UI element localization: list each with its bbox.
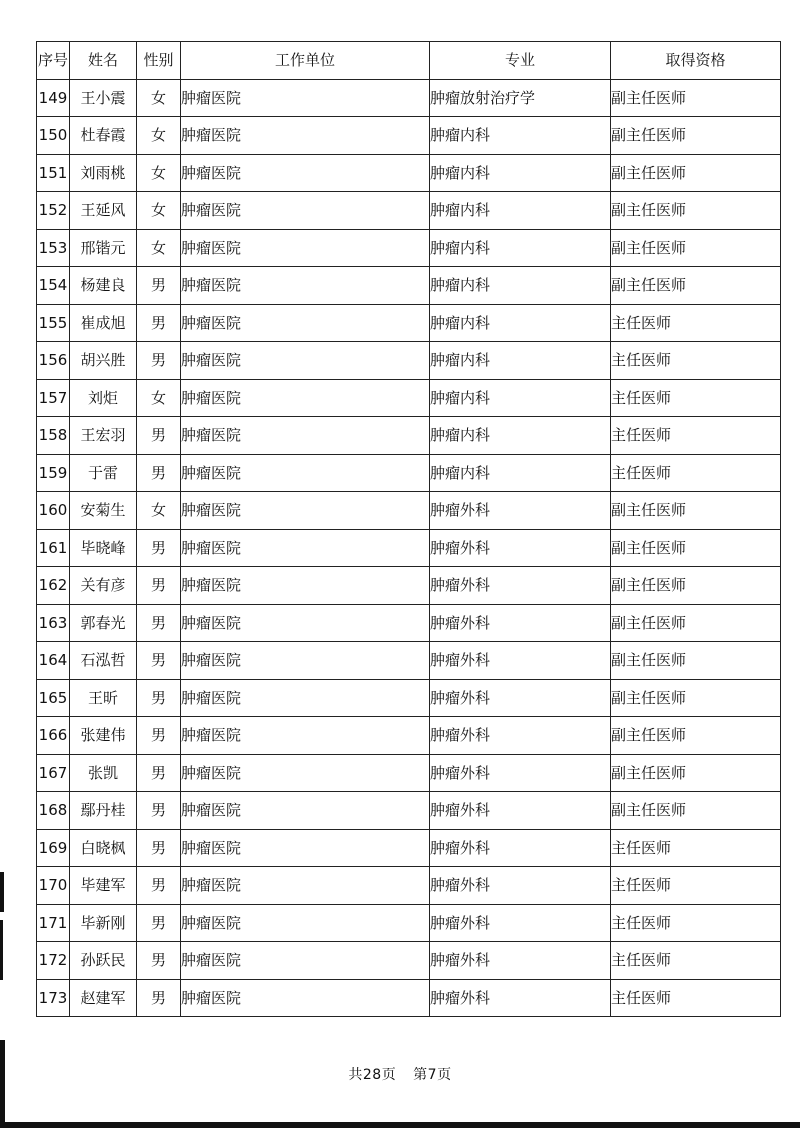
- specialty-cell: 肿瘤外科: [430, 979, 611, 1017]
- table-row: [37, 867, 781, 905]
- specialty-cell: 肿瘤外科: [430, 679, 611, 717]
- serial-number-cell: 153: [37, 229, 70, 267]
- qualification-cell: 副主任医师: [611, 492, 781, 530]
- name-cell: 邢锴元: [70, 229, 137, 267]
- name-cell: 张凯: [70, 754, 137, 792]
- table-row: [37, 117, 781, 155]
- work-unit-cell: 肿瘤医院: [181, 192, 430, 230]
- specialty-cell: 肿瘤内科: [430, 229, 611, 267]
- qualification-cell: 主任医师: [611, 829, 781, 867]
- serial-number-cell: 167: [37, 754, 70, 792]
- specialty-cell: 肿瘤内科: [430, 267, 611, 305]
- serial-number-cell: 173: [37, 979, 70, 1017]
- serial-number-cell: 159: [37, 454, 70, 492]
- sex-cell: 男: [137, 829, 181, 867]
- sex-cell: 男: [137, 904, 181, 942]
- work-unit-cell: 肿瘤医院: [181, 342, 430, 380]
- table-row: [37, 229, 781, 267]
- current-page: 第7页: [413, 1067, 452, 1083]
- work-unit-cell: 肿瘤医院: [181, 267, 430, 305]
- sex-cell: 男: [137, 642, 181, 680]
- qualification-cell: 副主任医师: [611, 229, 781, 267]
- serial-number-cell: 163: [37, 604, 70, 642]
- qualification-cell: 主任医师: [611, 304, 781, 342]
- work-unit-cell: 肿瘤医院: [181, 604, 430, 642]
- specialty-cell: 肿瘤内科: [430, 117, 611, 155]
- specialty-cell: 肿瘤外科: [430, 529, 611, 567]
- serial-number-cell: 157: [37, 379, 70, 417]
- scan-edge-mark: [0, 872, 4, 912]
- work-unit-cell: 肿瘤医院: [181, 417, 430, 455]
- header-name: 姓名: [70, 42, 137, 80]
- qualification-cell: 主任医师: [611, 454, 781, 492]
- serial-number-cell: 168: [37, 792, 70, 830]
- sex-cell: 男: [137, 867, 181, 905]
- work-unit-cell: 肿瘤医院: [181, 754, 430, 792]
- work-unit-cell: 肿瘤医院: [181, 79, 430, 117]
- serial-number-cell: 172: [37, 942, 70, 980]
- qualification-cell: 副主任医师: [611, 529, 781, 567]
- serial-number-cell: 169: [37, 829, 70, 867]
- serial-number-cell: 150: [37, 117, 70, 155]
- sex-cell: 女: [137, 117, 181, 155]
- table-row: [37, 529, 781, 567]
- scan-bottom-edge: [0, 1122, 800, 1128]
- sex-cell: 女: [137, 154, 181, 192]
- serial-number-cell: 149: [37, 79, 70, 117]
- work-unit-cell: 肿瘤医院: [181, 867, 430, 905]
- name-cell: 王昕: [70, 679, 137, 717]
- serial-number-cell: 158: [37, 417, 70, 455]
- specialty-cell: 肿瘤外科: [430, 867, 611, 905]
- specialty-cell: 肿瘤内科: [430, 304, 611, 342]
- work-unit-cell: 肿瘤医院: [181, 154, 430, 192]
- sex-cell: 男: [137, 417, 181, 455]
- name-cell: 于雷: [70, 454, 137, 492]
- table-row: [37, 192, 781, 230]
- work-unit-cell: 肿瘤医院: [181, 792, 430, 830]
- specialty-cell: 肿瘤外科: [430, 942, 611, 980]
- sex-cell: 男: [137, 942, 181, 980]
- sex-cell: 女: [137, 379, 181, 417]
- table-row: [37, 567, 781, 605]
- sex-cell: 男: [137, 267, 181, 305]
- name-cell: 王宏羽: [70, 417, 137, 455]
- table-row: [37, 754, 781, 792]
- qualification-cell: 副主任医师: [611, 717, 781, 755]
- table-row: [37, 492, 781, 530]
- sex-cell: 男: [137, 979, 181, 1017]
- qualification-cell: 副主任医师: [611, 154, 781, 192]
- table-row: [37, 679, 781, 717]
- qualification-cell: 主任医师: [611, 342, 781, 380]
- specialty-cell: 肿瘤外科: [430, 829, 611, 867]
- qualification-cell: 副主任医师: [611, 792, 781, 830]
- table-row: [37, 342, 781, 380]
- sex-cell: 女: [137, 192, 181, 230]
- table-row: [37, 267, 781, 305]
- page-footer: [0, 1064, 800, 1084]
- specialty-cell: 肿瘤放射治疗学: [430, 79, 611, 117]
- work-unit-cell: 肿瘤医院: [181, 679, 430, 717]
- roster-table: [36, 41, 781, 1017]
- serial-number-cell: 165: [37, 679, 70, 717]
- specialty-cell: 肿瘤外科: [430, 792, 611, 830]
- specialty-cell: 肿瘤内科: [430, 417, 611, 455]
- total-pages: 共28页: [348, 1067, 397, 1083]
- work-unit-cell: 肿瘤医院: [181, 117, 430, 155]
- specialty-cell: 肿瘤外科: [430, 717, 611, 755]
- name-cell: 赵建军: [70, 979, 137, 1017]
- work-unit-cell: 肿瘤医院: [181, 942, 430, 980]
- qualification-cell: 副主任医师: [611, 117, 781, 155]
- serial-number-cell: 154: [37, 267, 70, 305]
- work-unit-cell: 肿瘤医院: [181, 829, 430, 867]
- specialty-cell: 肿瘤外科: [430, 567, 611, 605]
- sex-cell: 男: [137, 717, 181, 755]
- name-cell: 关有彦: [70, 567, 137, 605]
- table-row: [37, 454, 781, 492]
- qualification-cell: 副主任医师: [611, 267, 781, 305]
- table-row: [37, 154, 781, 192]
- table-row: [37, 642, 781, 680]
- specialty-cell: 肿瘤外科: [430, 604, 611, 642]
- qualification-cell: 主任医师: [611, 942, 781, 980]
- serial-number-cell: 152: [37, 192, 70, 230]
- work-unit-cell: 肿瘤医院: [181, 454, 430, 492]
- serial-number-cell: 161: [37, 529, 70, 567]
- qualification-cell: 副主任医师: [611, 567, 781, 605]
- table-header-row: [37, 42, 781, 80]
- work-unit-cell: 肿瘤医院: [181, 567, 430, 605]
- specialty-cell: 肿瘤外科: [430, 642, 611, 680]
- serial-number-cell: 164: [37, 642, 70, 680]
- qualification-cell: 副主任医师: [611, 679, 781, 717]
- name-cell: 杨建良: [70, 267, 137, 305]
- name-cell: 胡兴胜: [70, 342, 137, 380]
- name-cell: 郭春光: [70, 604, 137, 642]
- specialty-cell: 肿瘤内科: [430, 154, 611, 192]
- qualification-cell: 副主任医师: [611, 79, 781, 117]
- name-cell: 鄢丹桂: [70, 792, 137, 830]
- qualification-cell: 主任医师: [611, 867, 781, 905]
- specialty-cell: 肿瘤内科: [430, 454, 611, 492]
- sex-cell: 男: [137, 529, 181, 567]
- name-cell: 毕建军: [70, 867, 137, 905]
- sex-cell: 男: [137, 679, 181, 717]
- qualification-cell: 主任医师: [611, 379, 781, 417]
- specialty-cell: 肿瘤外科: [430, 904, 611, 942]
- table-row: [37, 942, 781, 980]
- name-cell: 毕新刚: [70, 904, 137, 942]
- name-cell: 毕晓峰: [70, 529, 137, 567]
- sex-cell: 男: [137, 604, 181, 642]
- qualification-cell: 主任医师: [611, 904, 781, 942]
- name-cell: 杜春霞: [70, 117, 137, 155]
- header-sex: 性别: [137, 42, 181, 80]
- sex-cell: 男: [137, 304, 181, 342]
- qualification-cell: 副主任医师: [611, 192, 781, 230]
- table-row: [37, 417, 781, 455]
- table-row: [37, 379, 781, 417]
- name-cell: 张建伟: [70, 717, 137, 755]
- sex-cell: 女: [137, 229, 181, 267]
- sex-cell: 女: [137, 492, 181, 530]
- table-row: [37, 792, 781, 830]
- name-cell: 安菊生: [70, 492, 137, 530]
- serial-number-cell: 166: [37, 717, 70, 755]
- sex-cell: 女: [137, 79, 181, 117]
- table-row: [37, 604, 781, 642]
- table-row: [37, 79, 781, 117]
- qualification-cell: 主任医师: [611, 979, 781, 1017]
- work-unit-cell: 肿瘤医院: [181, 492, 430, 530]
- work-unit-cell: 肿瘤医院: [181, 529, 430, 567]
- name-cell: 白晓枫: [70, 829, 137, 867]
- sex-cell: 男: [137, 792, 181, 830]
- header-serial-number: 序号: [37, 42, 70, 80]
- qualification-cell: 副主任医师: [611, 642, 781, 680]
- qualification-cell: 副主任医师: [611, 754, 781, 792]
- name-cell: 石泓哲: [70, 642, 137, 680]
- table-row: [37, 829, 781, 867]
- sex-cell: 男: [137, 342, 181, 380]
- serial-number-cell: 171: [37, 904, 70, 942]
- name-cell: 孙跃民: [70, 942, 137, 980]
- qualification-cell: 副主任医师: [611, 604, 781, 642]
- work-unit-cell: 肿瘤医院: [181, 229, 430, 267]
- serial-number-cell: 151: [37, 154, 70, 192]
- specialty-cell: 肿瘤外科: [430, 492, 611, 530]
- work-unit-cell: 肿瘤医院: [181, 904, 430, 942]
- table-row: [37, 979, 781, 1017]
- name-cell: 刘雨桃: [70, 154, 137, 192]
- name-cell: 王延风: [70, 192, 137, 230]
- name-cell: 刘炬: [70, 379, 137, 417]
- specialty-cell: 肿瘤内科: [430, 379, 611, 417]
- sex-cell: 男: [137, 754, 181, 792]
- header-work-unit: 工作单位: [181, 42, 430, 80]
- work-unit-cell: 肿瘤医院: [181, 717, 430, 755]
- serial-number-cell: 155: [37, 304, 70, 342]
- scan-edge-mark: [0, 920, 3, 980]
- serial-number-cell: 162: [37, 567, 70, 605]
- header-specialty: 专业: [430, 42, 611, 80]
- specialty-cell: 肿瘤外科: [430, 754, 611, 792]
- sex-cell: 男: [137, 454, 181, 492]
- name-cell: 王小震: [70, 79, 137, 117]
- work-unit-cell: 肿瘤医院: [181, 642, 430, 680]
- name-cell: 崔成旭: [70, 304, 137, 342]
- header-qualification: 取得资格: [611, 42, 781, 80]
- table-row: [37, 717, 781, 755]
- qualification-cell: 主任医师: [611, 417, 781, 455]
- sex-cell: 男: [137, 567, 181, 605]
- specialty-cell: 肿瘤内科: [430, 342, 611, 380]
- serial-number-cell: 156: [37, 342, 70, 380]
- scan-edge-mark: [0, 1040, 5, 1128]
- work-unit-cell: 肿瘤医院: [181, 304, 430, 342]
- work-unit-cell: 肿瘤医院: [181, 379, 430, 417]
- work-unit-cell: 肿瘤医院: [181, 979, 430, 1017]
- table-row: [37, 904, 781, 942]
- table-body: [37, 79, 781, 1017]
- serial-number-cell: 160: [37, 492, 70, 530]
- specialty-cell: 肿瘤内科: [430, 192, 611, 230]
- serial-number-cell: 170: [37, 867, 70, 905]
- table-row: [37, 304, 781, 342]
